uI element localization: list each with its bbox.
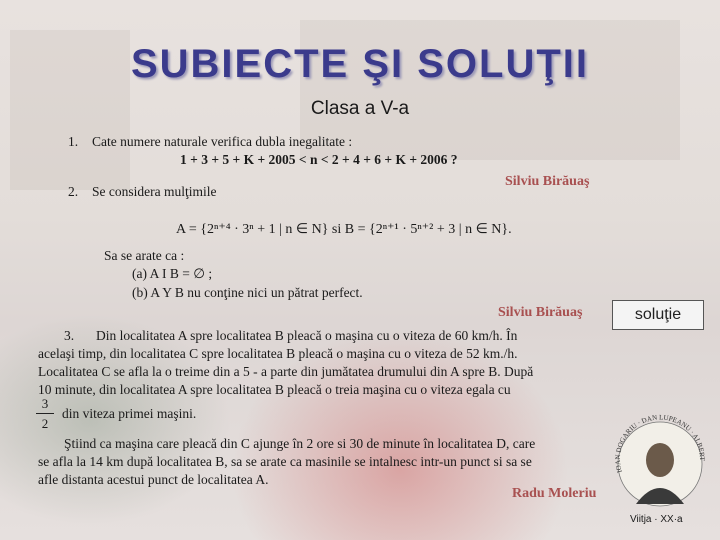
problem-3-line-2: acelaşi timp, din localitatea C spre localitatea B pleacă o maşina cu o viteza de 52 km./h.: [38, 346, 518, 361]
author-3: Radu Moleriu: [512, 486, 597, 501]
problem-3-line-7: se afla la 14 km după localitatea B, sa se arate ca masinile se intalnesc intr-un punct si sa se: [38, 454, 532, 469]
problem-1-formula: 1 + 3 + 5 + K + 2005 < n < 2 + 4 + 6 + K + 2006 ?: [180, 152, 458, 167]
fraction-bar: [36, 413, 54, 414]
problem-3-line-8: afle distanta acestui punct de localitatea A.: [38, 472, 269, 487]
problem-3-line-6: Ştiind ca maşina care pleacă din C ajunge în 2 ore si 30 de minute în localitatea D, care: [64, 436, 536, 451]
fraction: [36, 396, 54, 431]
medal-inscription: IOAN DOGARIU · DAN LUPEANU · ALBERT: [613, 413, 707, 474]
fraction-numerator: 3: [41, 396, 49, 411]
portrait-head-icon: [646, 443, 674, 477]
problem-2-part-b: (b) A Y B nu conţine nici un pătrat perfect.: [132, 285, 363, 300]
portrait-medal: [610, 412, 710, 512]
problem-1-text: Cate numere naturale verifica dubla inegalitate :: [92, 134, 353, 149]
background-building: [300, 20, 680, 160]
problem-1-number: 1.: [68, 134, 79, 149]
page-title: SUBIECTE ŞI SOLUŢII: [130, 42, 590, 86]
page-subtitle: Clasa a V-a: [310, 98, 410, 119]
problem-2-text: Se considera mulţimile: [92, 184, 217, 199]
problem-2-part-a: (a) A I B = ∅ ;: [132, 266, 213, 281]
author-1: Silviu Birăuaş: [505, 174, 590, 189]
problem-3-line-4: 10 minute, din localitatea A spre localitatea B pleacă o treia maşina cu o viteza egala cu: [38, 382, 511, 397]
medal-caption: Viitja · XX·a: [630, 514, 683, 525]
solution-button[interactable]: soluţie: [612, 300, 704, 330]
problem-3-number: 3.: [64, 328, 75, 343]
problem-2-ask: Sa se arate ca :: [104, 248, 185, 263]
problem-2-number: 2.: [68, 184, 79, 199]
problem-3-line-5: din viteza primei maşini.: [62, 406, 197, 421]
problem-3-line-3: Localitatea C se afla la o treime din a 5 - a parte din jumătatea drumului din A spre B. După: [38, 364, 534, 379]
problem-2-sets: A = {2ⁿ⁺⁴ · 3ⁿ + 1 | n ∈ N} si B = {2ⁿ⁺¹ · 5ⁿ⁺² + 3 | n ∈ N}.: [176, 222, 512, 237]
author-2: Silviu Birăuaş: [498, 305, 583, 320]
fraction-denominator: 2: [41, 416, 49, 431]
problem-3-line-1: Din localitatea A spre localitatea B pleacă o maşina cu o viteza de 60 km/h. În: [96, 328, 518, 343]
